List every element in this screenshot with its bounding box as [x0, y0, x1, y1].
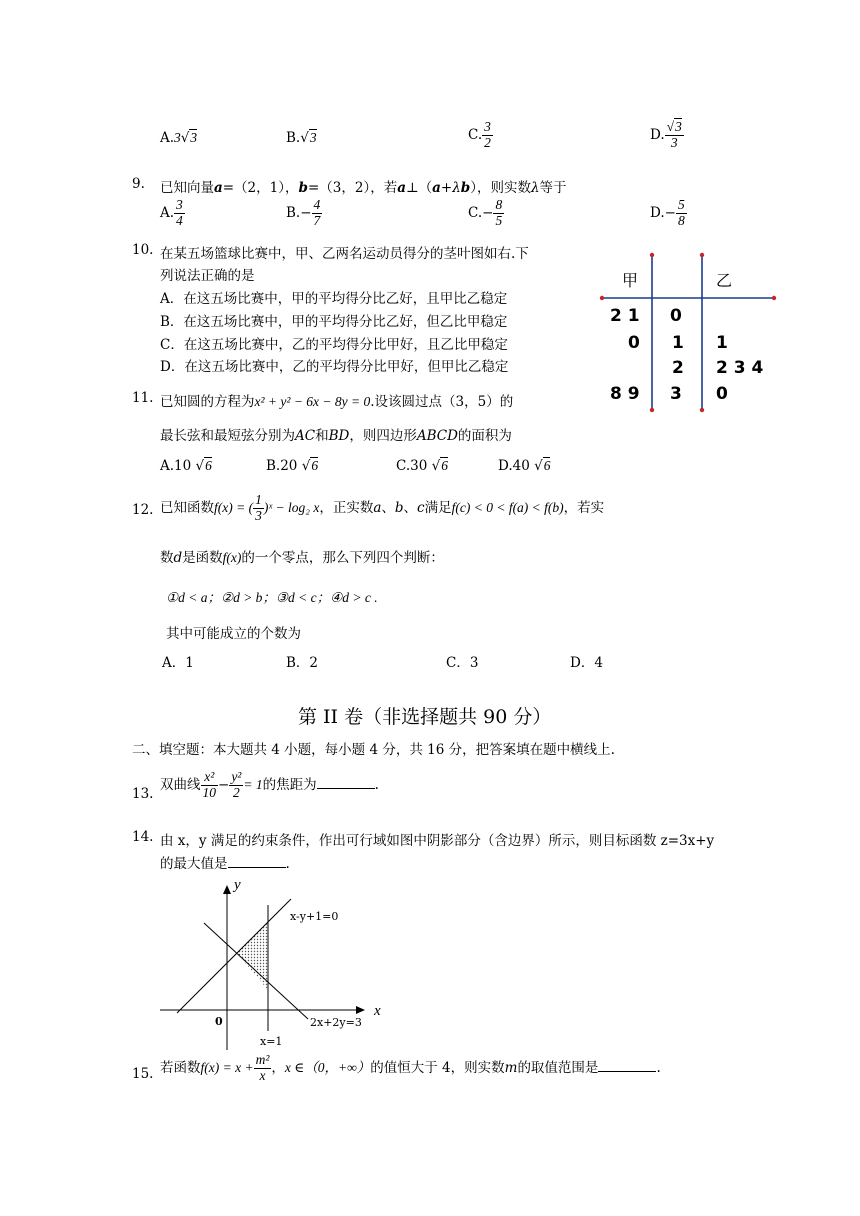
fraction — [493, 198, 504, 229]
option-letter: C. — [468, 126, 483, 143]
minus-sign: − — [218, 776, 230, 793]
q12-text: 的一个零点，那么下列四个判断： — [241, 550, 444, 566]
denominator: x — [259, 1067, 266, 1083]
q12-line-2 — [160, 546, 444, 566]
numerator: 1 — [255, 492, 262, 507]
q9-text: =（3，2），若 — [307, 180, 398, 196]
stem-value: 0 — [670, 306, 682, 326]
variable-b: b — [394, 499, 404, 516]
q15-text: 的值恒大于 4，则实数 — [370, 1059, 505, 1076]
q15-text: 的取值范围是 — [517, 1059, 599, 1076]
stem-leaf-header-left: 甲 — [622, 271, 639, 290]
chord-ac: AC — [295, 428, 316, 444]
q12-text: 是函数 — [182, 550, 223, 566]
lambda-symbol: λ — [530, 180, 540, 196]
y-axis-arrow — [223, 885, 231, 894]
q13-number: 13. — [132, 786, 154, 802]
q15-text: 若函数 — [160, 1059, 201, 1076]
numerator: 8 — [495, 197, 503, 212]
line-label-2x-plus-2y: 2x+2y=3 — [310, 1016, 362, 1029]
vector-a: a — [214, 180, 223, 196]
option-letter: A. — [160, 204, 175, 221]
fraction — [201, 770, 219, 801]
q11-option-b: B.20 √6 — [266, 458, 319, 474]
fraction — [665, 120, 684, 151]
option-letter: B. — [266, 458, 281, 474]
q10-option-d: D．在这五场比赛中，乙的平均得分比甲好，但甲比乙稳定 — [160, 359, 509, 375]
denominator: 7 — [313, 212, 321, 228]
q14-text: 的最大值是 — [160, 856, 228, 872]
stem-leaf-diagram — [598, 250, 778, 415]
numerator: √3 — [666, 119, 682, 134]
stem-value: 2 — [672, 358, 684, 378]
fraction — [254, 1053, 272, 1084]
q9-option-a — [160, 198, 185, 229]
denominator: 4 — [176, 212, 183, 228]
q15-number: 15. — [132, 1066, 154, 1082]
answer-blank[interactable] — [598, 1059, 656, 1072]
q11-number: 11. — [132, 390, 154, 406]
q12-text: 数 — [160, 550, 174, 566]
radicand: 3 — [675, 119, 682, 134]
x-axis-arrow — [356, 1006, 365, 1014]
q15-text: ， — [271, 1059, 285, 1076]
stem-value: 1 — [672, 333, 684, 353]
q12-judgments: ①d < a；②d > b；③d < c；④d > c . — [166, 590, 378, 605]
line-end-dot — [650, 408, 654, 412]
q12-text: 已知函数 — [160, 499, 214, 516]
variable-a: a — [373, 499, 382, 516]
q9-stem — [160, 176, 567, 196]
q11-text: 和 — [315, 428, 329, 444]
line-end-dot — [772, 296, 776, 300]
line-end-dot — [650, 253, 654, 257]
section-instructions: 二、填空题：本大题共 4 小题，每小题 4 分，共 16 分，把答案填在题中横线上. — [132, 742, 615, 758]
q11-option-c: C.30 √6 — [396, 458, 448, 474]
fraction — [482, 120, 493, 151]
q8-option-b: B.√3 — [286, 130, 317, 146]
vector-b: b — [460, 180, 471, 196]
option-coef: 30 — [410, 458, 428, 474]
denominator: 5 — [495, 212, 503, 228]
q13-text: 双曲线 — [160, 776, 201, 793]
fraction — [253, 493, 264, 524]
q11-line-1 — [160, 390, 513, 410]
q10-number: 10. — [132, 242, 154, 258]
x-axis-label: x — [374, 1003, 381, 1019]
q14-line-2 — [160, 852, 290, 872]
option-radicand: 6 — [205, 458, 212, 473]
answer-blank[interactable] — [317, 776, 375, 789]
period: . — [656, 1059, 661, 1076]
leaf-left: 2 1 — [610, 306, 640, 326]
option-sign: − — [664, 204, 676, 221]
fraction — [229, 770, 243, 801]
line-end-dot — [600, 296, 604, 300]
fraction — [312, 198, 323, 229]
quadrilateral-abcd: ABCD — [416, 428, 458, 444]
q10-option-c: C．在这五场比赛中，乙的平均得分比甲好，且乙比甲稳定 — [160, 337, 508, 353]
feasible-region-graph — [160, 875, 400, 1055]
y-axis-label: y — [234, 877, 241, 893]
variable-d: d — [173, 550, 183, 566]
option-radicand: 3 — [190, 130, 198, 145]
q10-line-1: 在某五场篮球比赛中，甲、乙两名运动员得分的茎叶图如右.下 — [160, 246, 529, 262]
q8-option-d — [650, 120, 684, 151]
line-end-dot — [700, 253, 704, 257]
variable-m: m — [504, 1059, 518, 1076]
option-radicand: 6 — [311, 458, 319, 473]
line-end-dot — [700, 408, 704, 412]
q9-text: ），则实数 — [470, 180, 531, 196]
lambda-symbol: λ — [452, 180, 461, 196]
option-letter: C. — [396, 458, 411, 474]
numerator: 3 — [176, 197, 183, 212]
q11-text: ，则四边形 — [349, 428, 417, 444]
option-coef: 20 — [280, 458, 298, 474]
q9-option-b — [286, 198, 322, 229]
option-letter: B. — [286, 130, 301, 146]
q9-text: 已知向量 — [160, 180, 214, 196]
option-letter: B. — [286, 204, 301, 221]
numerator: m² — [255, 1052, 270, 1067]
q12-option-d: D．4 — [570, 655, 603, 671]
q9-option-c — [468, 198, 504, 229]
denominator: 8 — [677, 212, 685, 228]
q12-option-b: B．2 — [286, 655, 319, 671]
leaf-right: 1 — [716, 333, 728, 353]
q9-option-d — [650, 198, 687, 229]
option-letter: D. — [650, 204, 665, 221]
q12-text: ，正实数 — [319, 499, 374, 516]
separator: 、 — [403, 499, 418, 516]
option-sign: − — [300, 204, 312, 221]
q9-text: + — [440, 180, 453, 196]
q9-text: ⊥（ — [405, 180, 433, 196]
option-letter: D. — [498, 458, 513, 474]
vector-a: a — [432, 180, 441, 196]
period: . — [374, 776, 379, 793]
line-label-x-minus-y: x-y+1=0 — [290, 910, 339, 923]
denominator: 3 — [670, 134, 678, 150]
line-x-minus-y-plus-1 — [177, 899, 291, 1013]
stem-leaf-header-right: 乙 — [716, 271, 733, 290]
option-coef: 3 — [174, 130, 181, 145]
q12-text: ，若实 — [563, 499, 605, 516]
denominator: 2 — [232, 784, 240, 800]
stem-value: 3 — [670, 384, 682, 404]
option-coef: 40 — [512, 458, 530, 474]
option-letter: C. — [468, 204, 483, 221]
variable-c: c — [417, 499, 425, 516]
separator: 、 — [381, 499, 395, 516]
line-label-x-equals-1: x=1 — [260, 1035, 283, 1048]
domain: x ∈（0，+∞） — [284, 1059, 371, 1075]
q12-option-c: C．3 — [446, 655, 479, 671]
leaf-left: 8 9 — [610, 384, 640, 404]
q10-option-a: A．在这五场比赛中，甲的平均得分比乙好，且甲比乙稳定 — [160, 291, 508, 307]
function-lhs: f(x) = x + — [200, 1059, 254, 1075]
option-coef: 10 — [174, 458, 192, 474]
equals-one: = 1 — [243, 776, 263, 792]
q12-number: 12. — [132, 502, 154, 518]
function-lhs: f(x) = ( — [214, 499, 254, 515]
leaf-left: 0 — [628, 333, 640, 353]
part-two-title: 第 II 卷（非选择题共 90 分） — [298, 706, 552, 728]
function-rhs: )ˣ − log₂ x — [263, 499, 320, 515]
leaf-right: 2 3 4 — [716, 358, 764, 378]
denominator: 2 — [484, 134, 491, 150]
function-ref: f(x) — [222, 550, 242, 565]
numerator: x² — [201, 770, 219, 786]
q8-option-c — [468, 120, 493, 151]
vector-a: a — [397, 180, 406, 196]
option-radicand: 6 — [441, 458, 448, 473]
option-letter: D. — [650, 126, 665, 143]
q11-text: 最长弦和最短弦分别为 — [160, 428, 295, 444]
q12-option-a: A．1 — [162, 655, 194, 671]
q11-option-d: D.40 √6 — [498, 458, 551, 474]
q9-text: =（2，1）， — [222, 180, 299, 196]
option-radicand: 6 — [543, 458, 551, 473]
q14-line-1: 由 x，y 满足的约束条件，作出可行域如图中阴影部分（含边界）所示，则目标函数 z=3x+y — [160, 833, 715, 849]
q13-text: 的焦距为 — [262, 776, 317, 793]
q12-text: 满足 — [424, 499, 452, 516]
q10-option-b: B．在这五场比赛中，甲的平均得分比乙好，但乙比甲稳定 — [160, 314, 508, 330]
circle-equation: x² + y² − 6x − 8y = 0 — [254, 394, 371, 409]
vector-b: b — [298, 180, 308, 196]
q11-text: 已知圆的方程为 — [160, 394, 255, 410]
q11-text: .设该圆过点（3，5）的 — [370, 394, 514, 410]
denominator: 3 — [255, 507, 262, 523]
q15-line — [160, 1053, 661, 1084]
answer-blank[interactable] — [228, 855, 286, 868]
q10-line-2: 列说法正确的是 — [160, 268, 255, 284]
q12-line-4: 其中可能成立的个数为 — [166, 626, 301, 642]
graph-canvas — [160, 875, 400, 1055]
fraction — [174, 198, 185, 229]
period: . — [285, 856, 290, 872]
q8-option-a: A.3√3 — [160, 130, 198, 146]
q12-line-1 — [160, 493, 604, 524]
q13-line — [160, 770, 379, 801]
denominator: 10 — [202, 784, 216, 800]
numerator: 4 — [313, 197, 321, 212]
condition: f(c) < 0 < f(a) < f(b) — [451, 499, 564, 515]
fraction — [676, 198, 687, 229]
origin-label: 0 — [215, 1015, 223, 1028]
numerator: 3 — [484, 119, 491, 134]
q9-number: 9. — [132, 176, 145, 192]
q11-line-2 — [160, 424, 512, 444]
shaded-region — [237, 923, 268, 990]
chord-bd: BD — [328, 428, 350, 444]
option-letter: A. — [160, 130, 175, 146]
q14-number: 14. — [132, 829, 154, 845]
leaf-right: 0 — [716, 384, 728, 404]
option-radicand: 3 — [309, 130, 317, 145]
q11-option-a: A.10 √6 — [160, 458, 212, 474]
option-sign: − — [482, 204, 494, 221]
numerator: y² — [231, 769, 242, 784]
option-letter: A. — [160, 458, 175, 474]
q9-text: 等于 — [539, 180, 567, 196]
q11-text: 的面积为 — [457, 428, 512, 444]
numerator: 5 — [677, 197, 685, 212]
